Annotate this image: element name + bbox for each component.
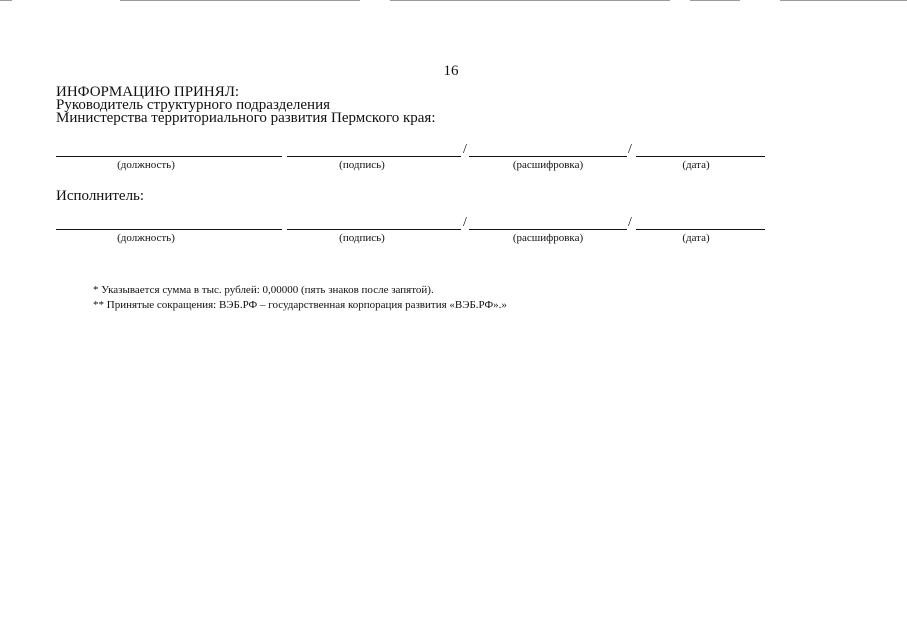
scan-edge-artifact	[120, 0, 360, 1]
decoding-line	[469, 229, 627, 230]
separator-slash: /	[463, 215, 467, 230]
caption-signature: (подпись)	[339, 159, 385, 171]
caption-position: (должность)	[117, 159, 175, 171]
footnote-abbreviations: ** Принятые сокращения: ВЭБ.РФ – государственная корпорация развития «ВЭБ.РФ».»	[93, 299, 507, 311]
signature-line	[287, 229, 461, 230]
position-line	[56, 229, 282, 230]
caption-date: (дата)	[682, 159, 710, 171]
heading-title: ИНФОРМАЦИЮ ПРИНЯЛ:	[56, 84, 240, 100]
separator-slash: /	[463, 142, 467, 157]
position-line	[56, 156, 282, 157]
signature-line	[287, 156, 461, 157]
scan-edge-artifact	[780, 0, 907, 1]
executor-label: Исполнитель:	[56, 188, 145, 204]
caption-date: (дата)	[682, 232, 710, 244]
heading-line-1: Руководитель структурного подразделения	[56, 97, 330, 113]
caption-signature: (подпись)	[339, 232, 385, 244]
heading-line-2: Министерства территориального развития Пермского края:	[56, 110, 436, 126]
scan-edge-artifact	[0, 0, 12, 1]
separator-slash: /	[628, 215, 632, 230]
acceptance-heading	[56, 86, 436, 125]
date-line	[636, 229, 765, 230]
footnote-amount-units: * Указывается сумма в тыс. рублей: 0,00000 (пять знаков после запятой).	[93, 284, 434, 296]
decoding-line	[469, 156, 627, 157]
page-number: 16	[443, 63, 459, 79]
date-line	[636, 156, 765, 157]
caption-position: (должность)	[117, 232, 175, 244]
scan-edge-artifact	[390, 0, 670, 1]
caption-decoding: (расшифровка)	[512, 159, 584, 171]
separator-slash: /	[628, 142, 632, 157]
scan-edge-artifact	[690, 0, 740, 1]
caption-decoding: (расшифровка)	[512, 232, 584, 244]
